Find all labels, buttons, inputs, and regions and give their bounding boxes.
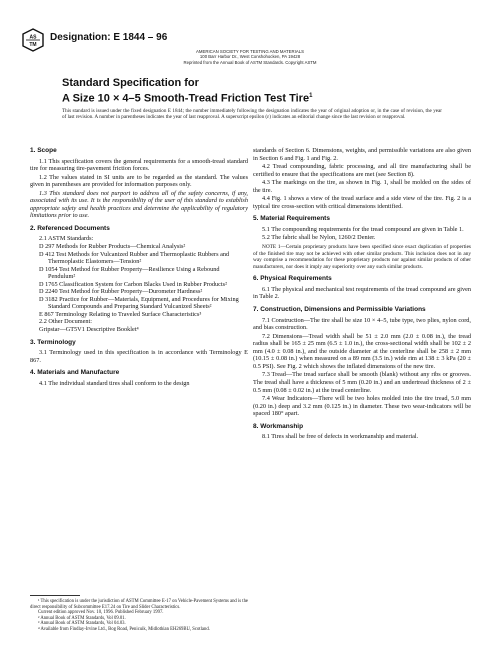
paragraph-4-1: 4.1 The individual standard tires shall conform to the design	[39, 379, 190, 387]
designation-label: Designation: E 1844 – 96	[50, 32, 168, 43]
title-line-2	[62, 90, 312, 106]
paragraph-3-1: 3.1 Terminology used in this specification is in accordance with Terminology E 867.	[30, 349, 248, 364]
publisher-info	[0, 49, 500, 65]
svg-text:TM: TM	[29, 42, 37, 48]
paragraph-1-1: 1.1 This specification covers the general requirements for a smooth-tread standard tire for measuring tire-pavement friction forces.	[30, 157, 248, 173]
paragraph-4-3: 4.3 The markings on the tire, as shown in Fig. 1, shall be molded on the sides of the tire.	[253, 179, 471, 194]
safety-caveat-text: 1.3 This standard does not purport to address all of the safety concerns, if any, associated with its use. It is the responsibility of the user of this standard to establish appropriate safety and health practices and determine the applicability of regulatory limitations prior to use.	[30, 189, 248, 220]
section-heading-material-requirements: 5. Material Requirements	[253, 215, 330, 223]
publisher-line: Reprinted from the Annual Book of ASTM Standards. Copyright ASTM	[183, 59, 317, 65]
reference-item: D 2240 Test Method for Rubber Property—Durometer Hardness²	[39, 288, 203, 296]
paragraph-5-2: 5.2 The fabric shall be Nylon, 1260/2 Denier.	[262, 234, 376, 242]
footnotes	[30, 599, 248, 633]
footnote-item: ³ Annual Book of ASTM Standards, Vol 04.03.	[38, 621, 126, 627]
footnote-item: ⁴ Available from Findlay-Irvine Ltd., Bog Road, Penicuik, Midlothian EH269BU, Scotland.	[38, 626, 210, 632]
title-main: A Size 10 × 4–5 Smooth-Tread Friction Test Tire	[62, 92, 310, 105]
paragraph-4-4: 4.4 Fig. 1 shows a view of the tread surface and a side view of the tire. Fig. 2 is a typical tire cross-section with critical dimensions identified.	[253, 195, 471, 210]
other-document-item: Gripstar—GT5V1 Descriptive Booklet⁴	[39, 326, 139, 334]
section-heading-scope: 1. Scope	[30, 147, 57, 154]
footnote-item: Current edition approved Nov. 10, 1996. Published February 1997.	[38, 610, 164, 616]
reference-item: E 867 Terminology Relating to Traveled Surface Characteristics³	[39, 310, 202, 318]
paragraph-4-1-continued: standards of Section 6. Dimensions, weights, and permissible variations are also given in Section 6 and Fig. 1 and Fig. 2.	[253, 147, 471, 162]
paragraph-2-1: 2.1 ASTM Standards:	[39, 235, 94, 243]
note-1: NOTE 1—Certain proprietary products have been specified since exact duplication of properties of the finished tire may not be achieved with other similar products. This inclusion does not in any way comprise a recommendation for these proprietary products nor against similar products of other manufacturers, nor does it imply any superiority over any such similar products.	[253, 244, 471, 270]
paragraph-1-3	[30, 190, 248, 220]
paragraph-7-3: 7.3 Tread—The tread surface shall be smooth (blank) without any ribs or grooves. The tread shall have a thickness of 5 mm (0.20 in.) and an undertread thickness of 2 ± 0.5 mm (0.08 ± 0.02 in.) at the tread centerline.	[253, 371, 471, 394]
paragraph-5-1: 5.1 The compounding requirements for the tread compound are given in Table 1.	[262, 225, 464, 233]
right-column	[253, 147, 471, 442]
footnote-item: ² Annual Book of ASTM Standards, Vol 09.01.	[38, 615, 126, 621]
publisher-line: 100 Barr Harbor Dr., West Conshohocken, PA 19428	[199, 54, 301, 60]
paragraph-4-2: 4.2 Tread compounding, fabric processing, and all tire manufacturing shall be certified to ensure that the specifications are met (see Section 8).	[253, 163, 471, 178]
reference-item: D 1765 Classification System for Carbon Blacks Used in Rubber Products²	[39, 280, 227, 288]
reference-item: D 1054 Test Method for Rubber Property—Resilience Using a Rebound Pendulum²	[39, 265, 220, 281]
paragraph-7-4: 7.4 Wear Indicators—There will be two holes molded into the tire tread, 5.0 mm (0.20 in.) deep and 3.2 mm (0.125 in.) in diameter. These two wear-indicators will be spaced 180° apart.	[253, 395, 471, 418]
svg-text:AS: AS	[29, 34, 37, 41]
document-title	[62, 77, 312, 106]
title-line-1: Standard Specification for	[62, 77, 199, 89]
section-heading-referenced-documents: 2. Referenced Documents	[30, 224, 110, 232]
paragraph-2-2: 2.2 Other Document:	[39, 318, 92, 326]
publisher-line: AMERICAN SOCIETY FOR TESTING AND MATERIALS	[196, 49, 304, 54]
left-column	[30, 147, 248, 388]
section-heading-materials: 4. Materials and Manufacture	[30, 369, 120, 377]
paragraph-7-2: 7.2 Dimensions—Tread width shall be 51 ± 2.0 mm (2.0 ± 0.08 in.), the tread radius shall be 165 ± 25 mm (6.5 ± 1.0 in.), the cross-sectional width shall be 102 ± 2 mm (4.0 ± 0.08 in.), and the outside diameter at the centerline shall be 258 ± 2 mm (10.15 ± 0.08 in.) when measured on a 89 mm (3.5 in.) wide rim at 138 ± 3 kPa (20 ± 0.5 PSI). See Fig. 2 which shows the inflated dimensions of the new tire.	[253, 332, 471, 370]
section-heading-terminology: 3. Terminology	[30, 338, 76, 346]
issuance-notice: This standard is issued under the fixed designation E 1844; the number immediately following the designation indicates the year of original adoption or, in the case of revision, the year of last revision. A number in parentheses indicates the year of last reapproval. A superscript epsilon (ε) indicates an editorial change since the last revision or reapproval.	[62, 108, 442, 121]
paragraph-1-2: 1.2 The values stated in SI units are to be regarded as the standard. The values given in parentheses are provided for information purposes only.	[30, 173, 248, 189]
section-heading-construction: 7. Construction, Dimensions and Permissible Variations	[253, 306, 426, 314]
reference-item: D 297 Methods for Rubber Products—Chemical Analysis²	[39, 243, 186, 251]
reference-item: D 3182 Practice for Rubber—Materials, Equipment, and Procedures for Mixing Standard Compounds and Preparing Standard Vulcanized Sheets²	[39, 295, 239, 311]
section-heading-workmanship: 8. Workmanship	[253, 422, 304, 430]
footnote-item: ¹ This specification is under the jurisdiction of ASTM Committee E-17 on Vehicle-Pavement Systems and is the direct responsibility of Subcommittee E17.24 on Tire and Slider Characteristics.	[30, 599, 248, 610]
section-heading-physical-requirements: 6. Physical Requirements	[253, 275, 332, 283]
title-footnote-ref: 1	[309, 93, 313, 99]
paragraph-8-1: 8.1 Tires shall be free of defects in workmanship and material.	[262, 433, 419, 441]
paragraph-6-1: 6.1 The physical and mechanical test requirements of the tread compound are given in Table 2.	[253, 285, 472, 301]
reference-item: D 412 Test Methods for Vulcanized Rubber and Thermoplastic Rubbers and Thermoplastic Elastomers—Tension²	[39, 250, 230, 266]
paragraph-7-1: 7.1 Construction—The tire shall be size 10 × 4–5, tube type, two plies, nylon cord, and bias construction.	[253, 316, 471, 332]
footnote-divider	[30, 595, 80, 596]
